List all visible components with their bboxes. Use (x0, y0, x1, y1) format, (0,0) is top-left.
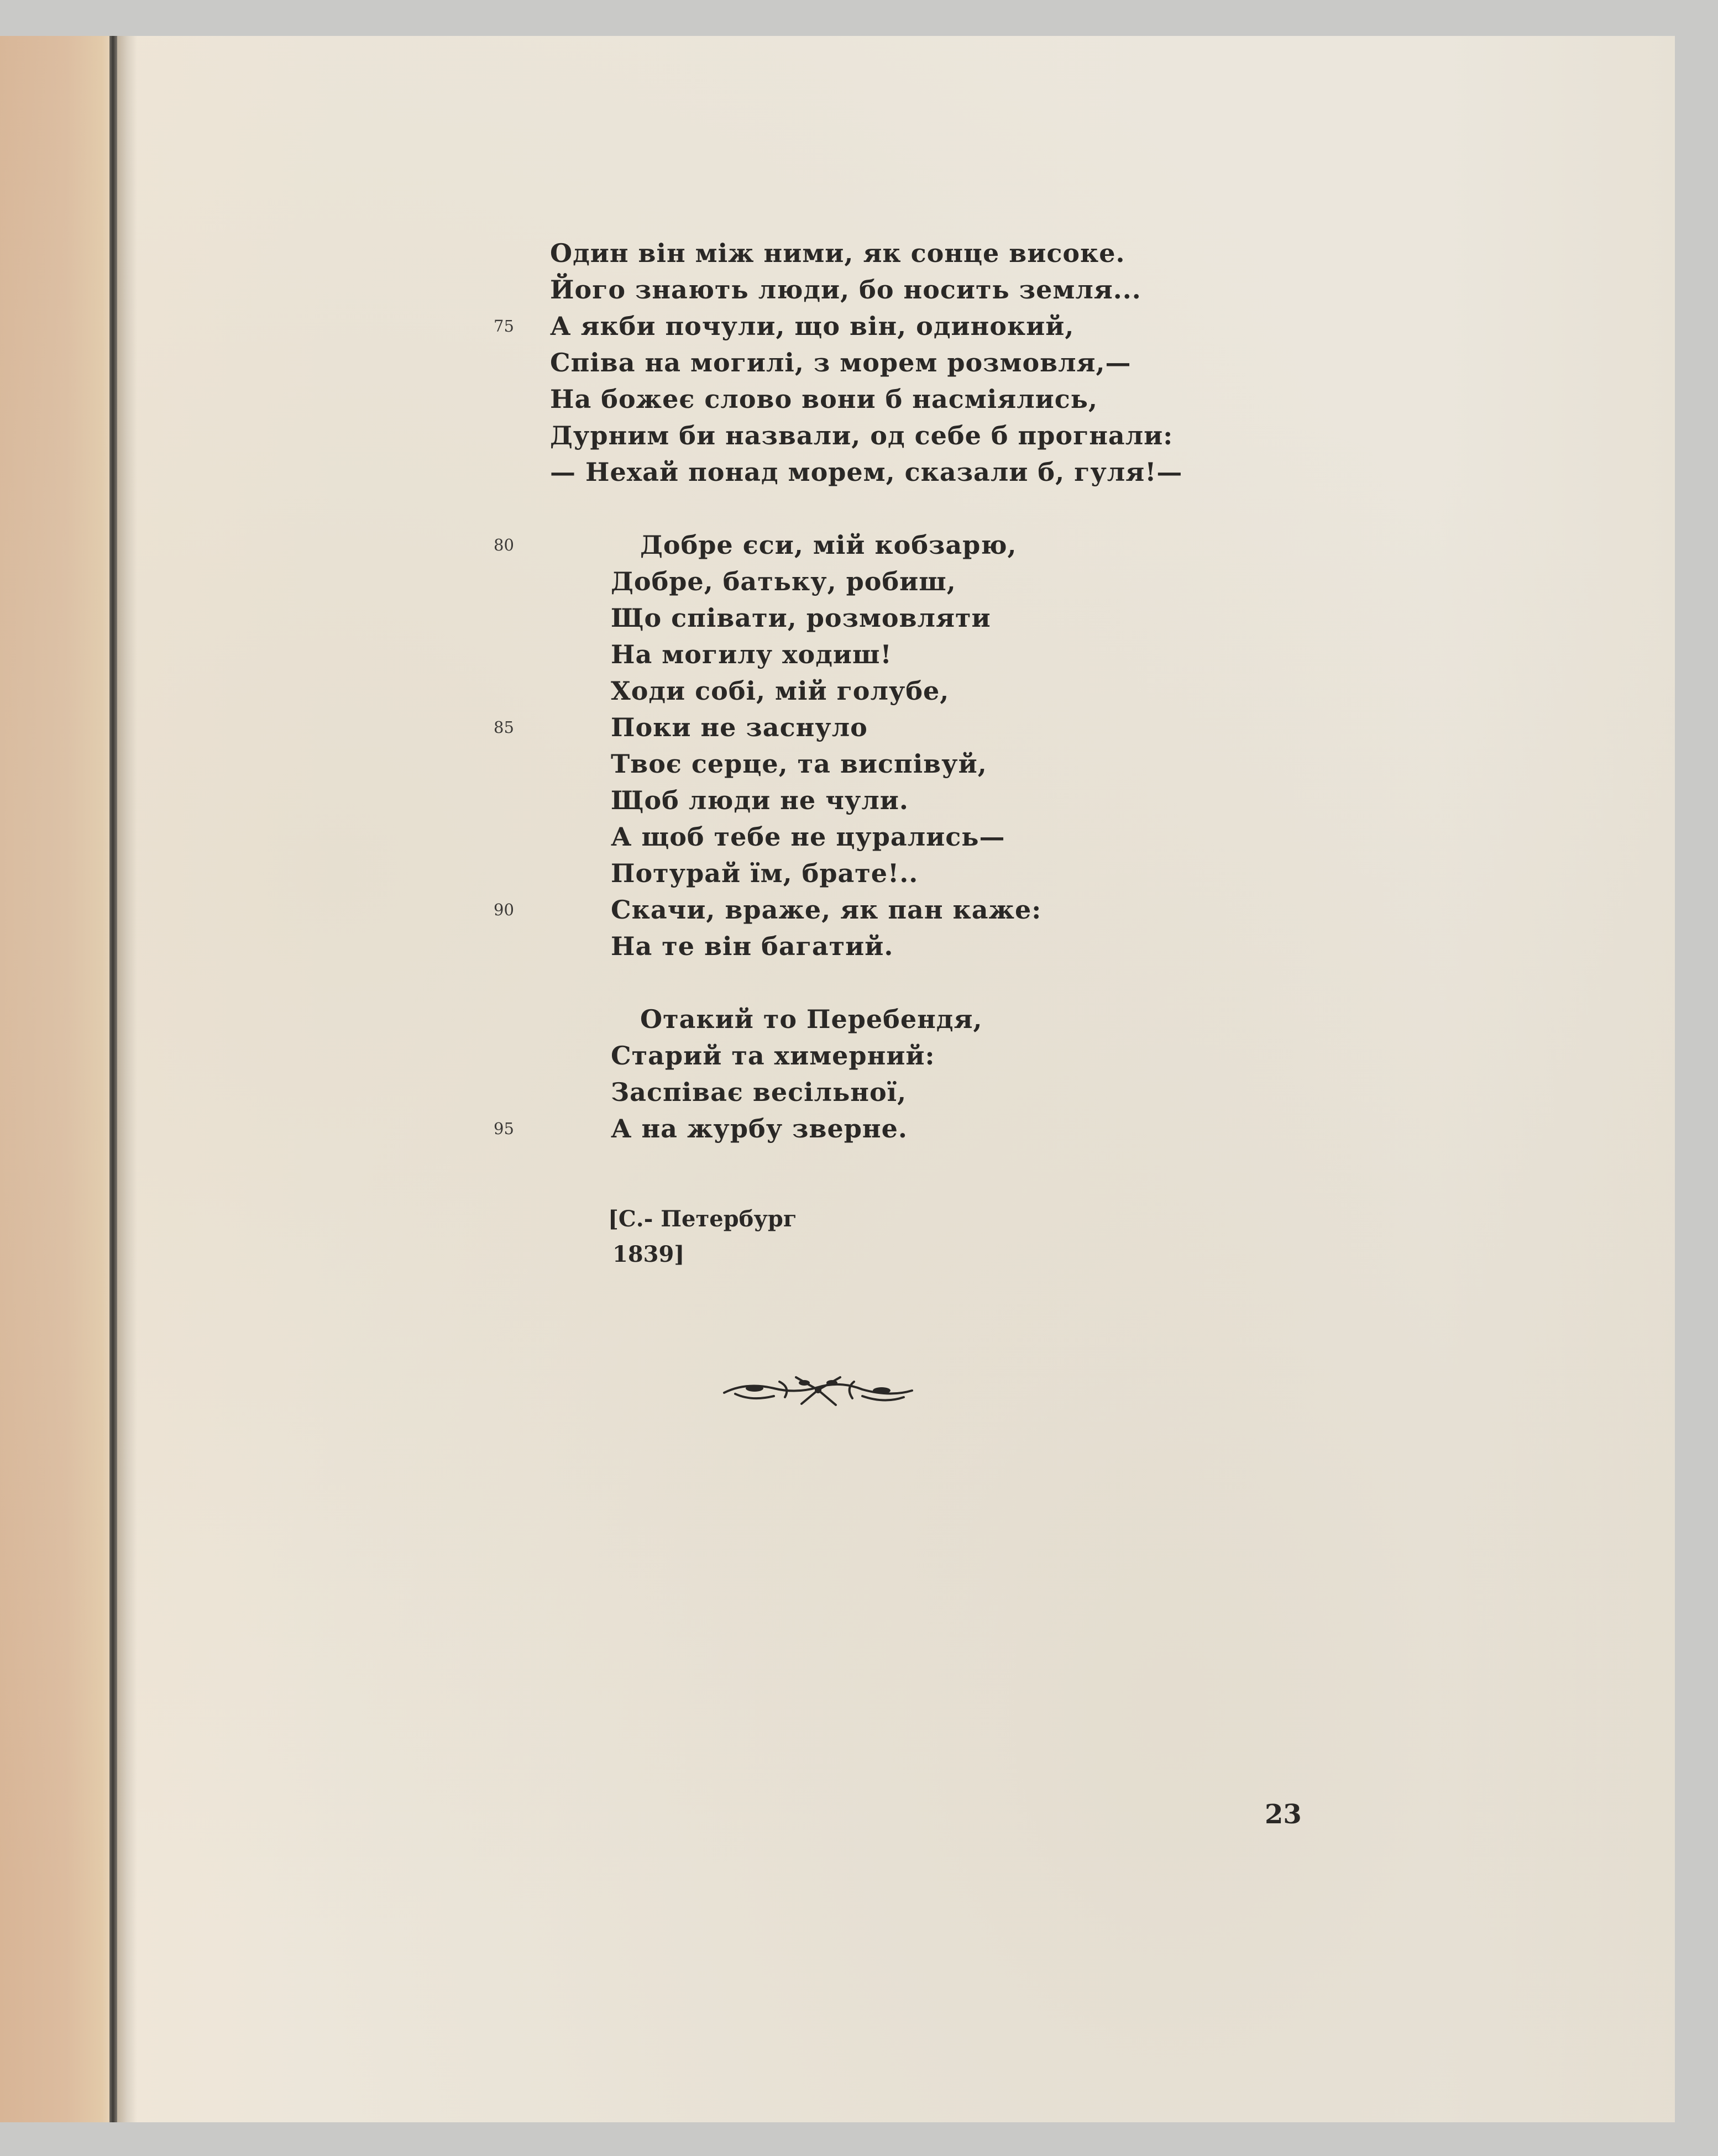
line-number: 75 (494, 317, 514, 335)
poem-line: Добре, батьку, робиш, (611, 566, 956, 596)
floral-ornament-icon (713, 1365, 923, 1415)
poem-line: Один він між ними, як сонце високе. (550, 238, 1125, 268)
poem-line: Скачи, враже, як пан каже: (611, 895, 1042, 925)
poem-line: На те він багатий. (611, 931, 894, 961)
poem-line: Добре єси, мій кобзарю, (640, 530, 1017, 560)
poem-line: А щоб тебе не цурались— (611, 822, 1005, 852)
poem-line: Заспіває весільної, (611, 1077, 907, 1107)
dateline-place: [С.- Петербург (608, 1206, 797, 1232)
poem-line: Що співати, розмовляти (611, 603, 991, 633)
poem-line: Старий та химерний: (611, 1041, 935, 1071)
poem-line: Ходи собі, мій голубе, (611, 676, 950, 706)
poem-line: — Нехай понад морем, сказали б, гуля!— (550, 457, 1183, 487)
poem-line: На могилу ходиш! (611, 639, 892, 669)
line-number: 80 (494, 536, 514, 554)
poem-line: На божеє слово вони б насміялись, (550, 384, 1098, 414)
poem-line: А якби почули, що він, одинокий, (550, 311, 1075, 341)
poem-line: Твоє серце, та виспівуй, (611, 749, 987, 779)
poem-line: Його знають люди, бо носить земля... (550, 275, 1141, 305)
line-number: 95 (494, 1119, 514, 1138)
book-page (0, 36, 1675, 2122)
line-number: 90 (494, 900, 514, 919)
poem-line: Потурай їм, брате!.. (611, 858, 919, 888)
poem-line: Співа на могилі, з морем розмовля,— (550, 348, 1132, 377)
poem-line: Поки не заснуло (611, 712, 868, 742)
poem-text (0, 36, 1675, 2122)
poem-line: Отакий то Перебендя, (640, 1004, 983, 1034)
line-number: 85 (494, 718, 514, 737)
poem-line: Щоб люди не чули. (611, 785, 909, 815)
poem-line: А на журбу зверне. (611, 1114, 908, 1143)
page-number: 23 (1265, 1799, 1302, 1830)
dateline-year: 1839] (612, 1241, 685, 1267)
poem-line: Дурним би назвали, од себе б прогнали: (550, 421, 1174, 450)
